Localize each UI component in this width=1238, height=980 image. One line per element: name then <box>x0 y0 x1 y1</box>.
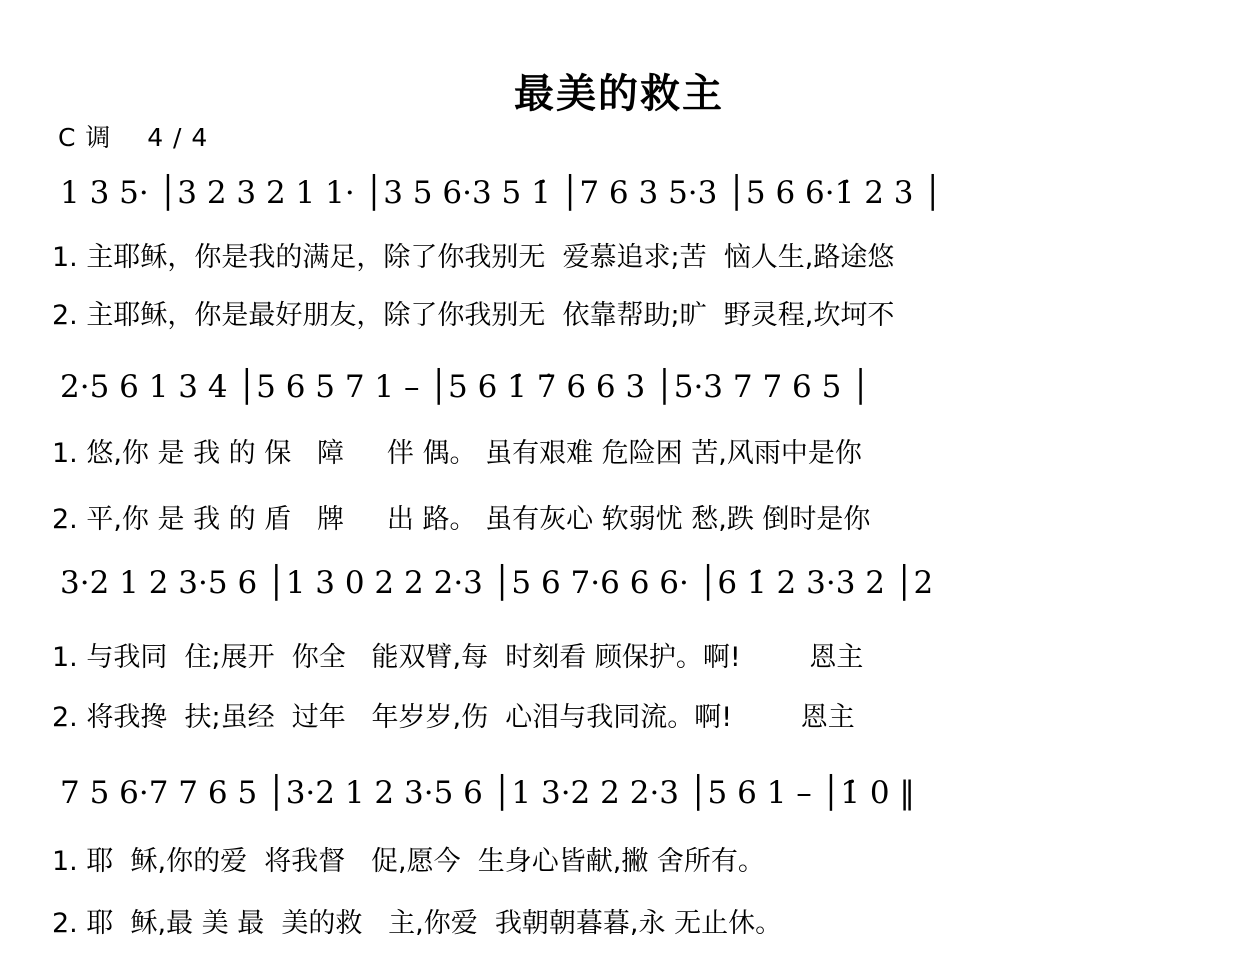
lyric-line-3-verse-1: 1. 与我同 住;展开 你全 能双臂,每 时刻看 顾保护。啊! 恩主 <box>52 642 864 673</box>
lyric-line-1-verse-1: 1. 主耶稣，你是我的满足，除了你我别无 爱慕追求;苦 恼人生,路途悠 <box>52 242 895 273</box>
lyric-line-2-verse-2: 2. 平,你 是 我 的 盾 牌 出 路。 虽有灰心 软弱忧 愁,跌 倒时是你 <box>52 504 871 535</box>
notation-line-4: 7 5 6·7 7 6 5 │3·2 1 2 3·5 6 │1 3·2 2 2·3 │5 6 1 – │1̇ 0 ‖ <box>60 775 915 811</box>
lyric-line-3-verse-2: 2. 将我搀 扶;虽经 过年 年岁岁,伤 心泪与我同流。啊! 恩主 <box>52 702 855 733</box>
page-title: 最美的救主 <box>514 71 724 117</box>
notation-line-1: 1 3 5· │3 2 3 2 1 1· │3 5 6·3 5 1̇ │7 6 3 5·3 │5 6 6·1̇ 2 3 │ <box>60 175 943 211</box>
key-and-time-signature: C 调 4 / 4 <box>58 123 209 152</box>
notation-line-3: 3·2 1 2 3·5 6 │1 3 0 2 2 2·3 │5 6 7·6 6 6· │6 1̇ 2 3·3 2 │2 <box>60 565 934 601</box>
lyric-line-4-verse-1: 1. 耶 稣,你的爱 将我督 促,愿今 生身心皆献,撇 舍所有。 <box>52 846 765 877</box>
lyric-line-1-verse-2: 2. 主耶稣，你是最好朋友，除了你我别无 依靠帮助;旷 野灵程,坎坷不 <box>52 300 895 331</box>
notation-line-2: 2·5 6 1 3 4 │5 6 5 7 1 – │5 6 1̇ 7̇ 6 6 3 │5·3 7 7 6 5 │ <box>60 369 870 405</box>
lyric-line-2-verse-1: 1. 悠,你 是 我 的 保 障 伴 偶。 虽有艰难 危险困 苦,风雨中是你 <box>52 438 862 469</box>
lyric-line-4-verse-2: 2. 耶 稣,最 美 最 美的救 主,你爱 我朝朝暮暮,永 无止休。 <box>52 908 783 939</box>
